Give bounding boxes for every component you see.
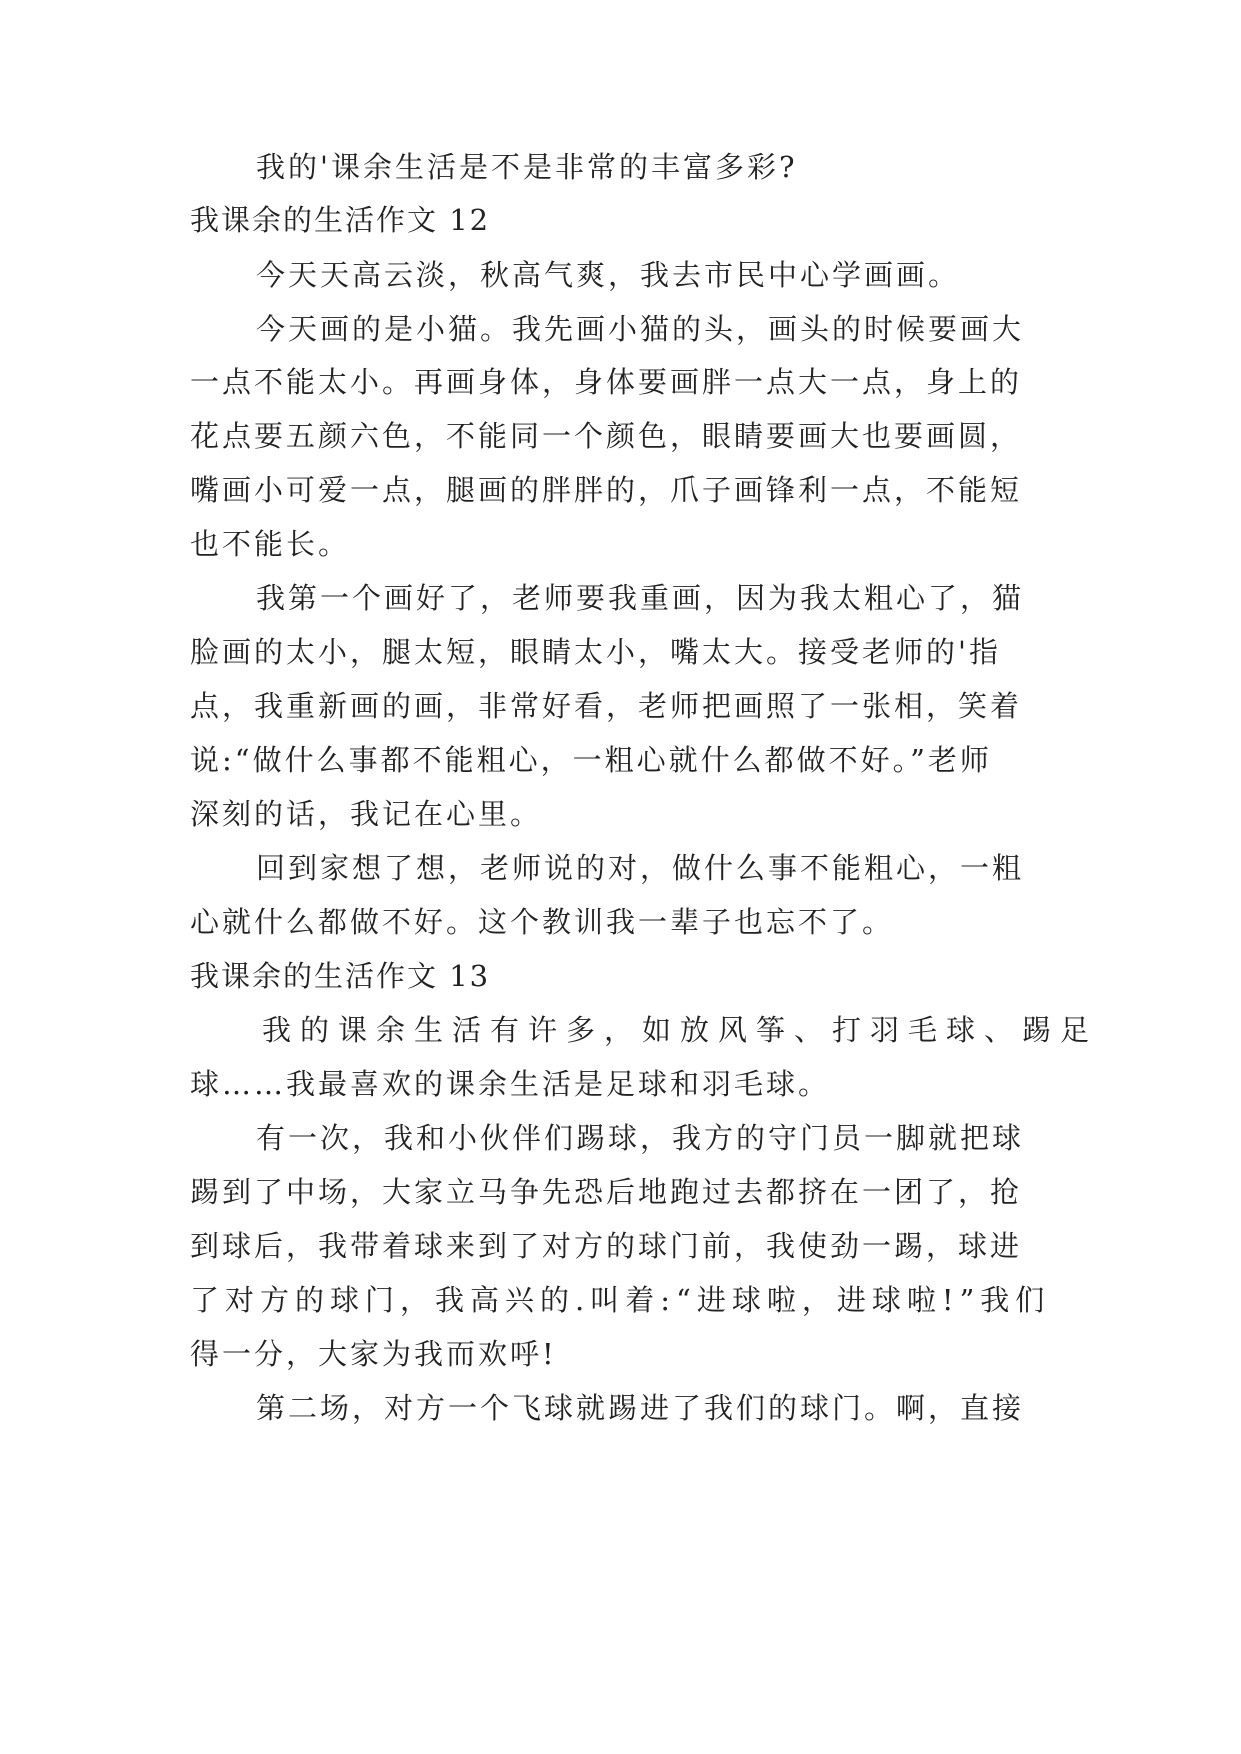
paragraph-line: 了对方的球门，我高兴的.叫着:“进球啦，进球啦!”我们	[190, 1283, 1051, 1317]
section-heading: 我课余的生活作文 13	[190, 959, 491, 993]
section-heading: 我课余的生活作文 12	[190, 203, 491, 237]
paragraph-line: 点，我重新画的画，非常好看，老师把画照了一张相，笑着	[190, 689, 1023, 723]
paragraph-line: 我第一个画好了，老师要我重画，因为我太粗心了，猫	[256, 581, 1025, 615]
paragraph-line: 踢到了中场，大家立马争先恐后地跑过去都挤在一团了，抢	[190, 1175, 1023, 1209]
paragraph-line: 脸画的太小，腿太短，眼睛太小，嘴太大。接受老师的'指	[190, 635, 1001, 669]
paragraph-line: 球……我最喜欢的课余生活是足球和羽毛球。	[190, 1067, 831, 1101]
paragraph-line: 我的课余生活有许多，如放风筝、打羽毛球、踢足	[262, 1013, 1099, 1047]
paragraph-line: 第二场，对方一个飞球就踢进了我们的球门。啊，直接	[256, 1391, 1025, 1425]
paragraph-line: 回到家想了想，老师说的对，做什么事不能粗心，一粗	[256, 851, 1025, 885]
paragraph-line: 一点不能太小。再画身体，身体要画胖一点大一点，身上的	[190, 365, 1023, 399]
paragraph-line: 得一分，大家为我而欢呼!	[190, 1337, 557, 1371]
paragraph-line: 嘴画小可爱一点，腿画的胖胖的，爪子画锋利一点，不能短	[190, 473, 1023, 507]
paragraph-line: 深刻的话，我记在心里。	[190, 797, 543, 831]
paragraph-line: 有一次，我和小伙伴们踢球，我方的守门员一脚就把球	[256, 1121, 1025, 1155]
paragraph-line: 今天画的是小猫。我先画小猫的头，画头的时候要画大	[256, 312, 1025, 346]
paragraph-line: 也不能长。	[190, 527, 351, 561]
paragraph-line: 我的'课余生活是不是非常的丰富多彩?	[256, 150, 798, 184]
paragraph-line: 花点要五颜六色，不能同一个颜色，眼睛要画大也要画圆，	[190, 419, 1023, 453]
paragraph-line: 今天天高云淡，秋高气爽，我去市民中心学画画。	[256, 258, 961, 292]
paragraph-line: 到球后，我带着球来到了对方的球门前，我使劲一踢，球进	[190, 1229, 1023, 1263]
paragraph-line: 心就什么都做不好。这个教训我一辈子也忘不了。	[190, 905, 895, 939]
paragraph-line: 说:“做什么事都不能粗心，一粗心就什么都做不好。”老师	[190, 743, 992, 777]
